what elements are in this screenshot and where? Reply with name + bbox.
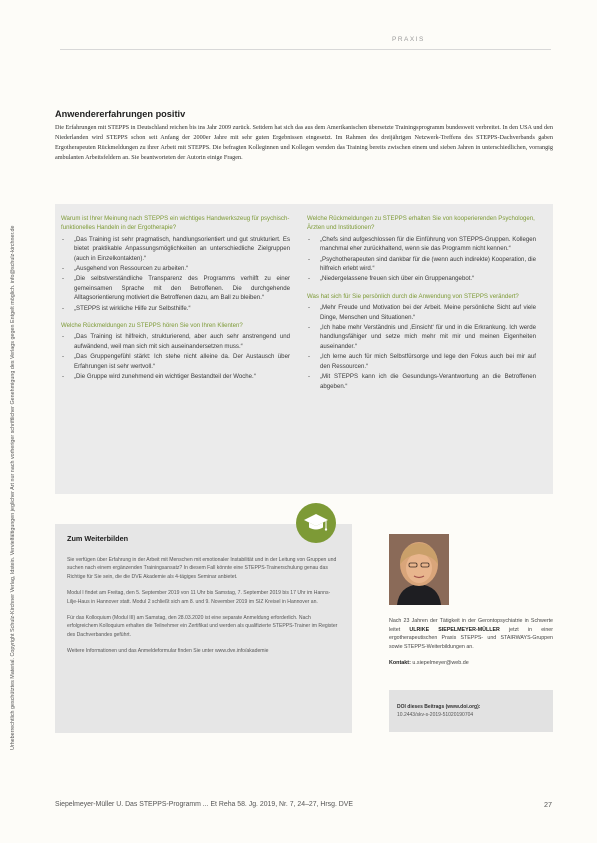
author-contact: Kontakt: u.siepelmeyer@web.de <box>389 660 469 666</box>
doi-box <box>389 690 553 732</box>
doi-value: 10.2443/skv-s-2019-51020190704 <box>397 711 474 718</box>
qa-question: Welche Rückmeldungen zu STEPPS hören Sie von Ihren Klienten? <box>61 322 243 330</box>
citation-footer: Siepelmeyer-Müller U. Das STEPPS-Programm ... Et Reha 58. Jg. 2019, Nr. 7, 24–27, Hrsg. DVE <box>55 801 353 808</box>
doi-label: DOI dieses Beitrags (www.doi.org): <box>397 704 481 710</box>
intro-heading: Anwendererfahrungen positiv <box>55 109 186 119</box>
qa-answer: - „Das Training ist sehr pragmatisch, handlungsorientiert und gut strukturiert. Es bietet praktikable Anpassungsmöglichkeiten an unterschiedliche Zielgruppen (auch in Einzelkontakten).“ <box>62 235 290 262</box>
header-rule <box>60 49 551 50</box>
qa-answer: - „Die Gruppe wird zunehmend ein wichtiger Bestandteil der Woche.“ <box>62 373 256 381</box>
qa-answer: - „Niedergelassene freuen sich über ein Gruppenangebot.“ <box>308 275 475 283</box>
qa-answer: - „STEPPS ist wirkliche Hilfe zur Selbsthilfe.“ <box>62 304 191 312</box>
qa-column-left <box>61 214 290 383</box>
intro-section <box>55 109 553 163</box>
qa-box <box>55 204 553 494</box>
qa-answer: - „Das Gruppengefühl stärkt: Ich stehe nicht alleine da. Der Austausch über Erfahrungen ist sehr wertvoll.“ <box>62 353 290 370</box>
graduation-cap-badge <box>296 503 336 543</box>
qa-answer: - „Psychotherapeuten sind dankbar für die (wenn auch indirekte) Kooperation, die hilfreich erlebt wird.“ <box>308 255 536 273</box>
author-photo <box>389 534 449 605</box>
copyright-side-note: Urheberrechtlich geschütztes Material. Copyright Schulz-Kirchner Verlag, Idstein. Vervielfältigungen jeglicher Art nur nach vorheriger schriftlicher Genehmigung des Verlags gegen Entgelt möglich. info@schulz-kirchner.de <box>10 225 16 750</box>
qa-answer: - „Mehr Freude und Motivation bei der Arbeit. Meine persönliche Sicht auf viele Dinge, Menschen und Situationen.“ <box>308 304 536 321</box>
qa-answer-list <box>307 303 536 391</box>
qa-answer-list <box>61 235 290 313</box>
qa-question: Was hat sich für Sie persönlich durch die Anwendung von STEPPS verändert? <box>307 292 519 300</box>
page-number: 27 <box>544 800 552 809</box>
qa-answer: - „Chefs sind aufgeschlossen für die Einführung von STEPPS-Gruppen. Kollegen manchmal eher zurückhaltend, wenn sie das Programm nicht kennen.“ <box>308 235 536 253</box>
intro-body: Die Erfahrungen mit STEPPS in Deutschland reichen bis ins Jahr 2009 zurück. Seitdem hat sich das aus dem Amerikanischen übersetzte Trainingsprogramm bundesweit verbreitet. In den USA und den Niederlanden wird STEPPS schon seit Anfang der 2000er Jahre mit sehr guten Ergebnissen eingesetzt. Im Rahmen des dreijährigen Netzwerk-Treffens des STEPPS-Dachverbands gaben Ergotherapeuten Rückmeldungen zu ihrer Arbeit mit STEPPS. Die befragten Kolleginnen und Kollegen wenden das Training bereits zwischen einem und sieben Jahren in unterschiedlichen, vorrangig ambulanten Arbeitsfeldern an. Sie beantworteten der Autorin einige Fragen. <box>55 124 553 161</box>
qa-answer-list <box>61 332 290 381</box>
author-portrait-icon <box>389 534 449 605</box>
course-paragraph: Sie verfügen über Erfahrung in der Arbeit mit Menschen mit emotionaler Instabilität und in der Leitung von Gruppen und suchen nach einem ergänzenden Trainingsansatz? In diesem Fall könnte eine STEPPS-Trainerschulung genau das Richtige für Sie sein, die die DVE Akademie als 4-tägiges Seminar anbietet. <box>67 557 337 580</box>
course-link-paragraph[interactable]: Weitere Informationen und das Anmeldeformular finden Sie unter www.dve.info/akademie <box>67 648 269 655</box>
course-title: Zum Weiterbilden <box>67 534 129 543</box>
author-email-link[interactable]: u.siepelmeyer@web.de <box>412 660 469 666</box>
qa-answer-list <box>307 235 536 284</box>
qa-answer: - „Mit STEPPS kann ich die Gesundungs-Verantwortung an die Betroffenen abgeben.“ <box>308 373 536 390</box>
course-box <box>55 524 352 733</box>
course-paragraph: Für das Kolloquium (Modul III) am Samstag, den 28.03.2020 ist eine separate Anmeldung erforderlich. Nach erfolgreichem Kolloquium erhalten die Teilnehmer ein Zertifikat und werden als qualifizierte STEPPS-Trainer im Register des Dachverbandes geführt. <box>67 615 338 638</box>
qa-answer: - „Ich habe mehr Verständnis und ‚Einsicht‘ für und in die Erkrankung. Ich werde handlungsfähiger und setze mich mehr mit mir und meinen Eigenheiten auseinander.“ <box>308 324 536 350</box>
graduation-cap-icon <box>303 512 329 534</box>
author-name: ULRIKE SIEPELMEYER-MÜLLER <box>409 626 500 633</box>
qa-question: Warum ist Ihrer Meinung nach STEPPS ein wichtiges Handwerkszeug für psychisch-funktionelles Handeln in der Ergotherapie? <box>61 215 290 232</box>
qa-question: Welche Rückmeldungen zu STEPPS erhalten Sie von kooperierenden Psychologen, Ärzten und Institutionen? <box>307 215 535 232</box>
qa-answer: - „Ich lerne auch für mich Selbstfürsorge und lege den Fokus auch bei mir auf den Ressourcen.“ <box>308 353 536 370</box>
course-paragraph: Modul I findet am Freitag, den 5. September 2019 von 11 Uhr bis Samstag, 7. September 2019 bis 17 Uhr im Hanns-Lilje-Haus in Hannover statt. Modul 2 schließt sich am 8. und 9. November 2019 im SIZ Kreisel in Hannover an. <box>67 590 331 605</box>
qa-answer: - „Die selbstverständliche Transparenz des Programms verhilft zu einer gemeinsamen Sprache mit den Betroffenen. Die durchgehende Alltagsorientierung motiviert die Betroffenen dazu, am Ball zu bleiben.“ <box>62 275 290 302</box>
author-bio: Nach 23 Jahren der Tätigkeit in der Gerontopsychiatrie in Schwerte leitet ULRIKE SIEPELMEYER-MÜLLER jetzt in einer ergotherapeutischen Praxis STEPPS- und STAIRWAYS-Gruppen sowie STEPPS-Weiterbildungen an. <box>389 618 553 650</box>
qa-column-right <box>307 214 536 392</box>
qa-answer: - „Ausgehend von Ressourcen zu arbeiten.“ <box>62 265 189 273</box>
qa-answer: - „Das Training ist hilfreich, strukturierend, aber auch sehr anstrengend und aufwändend, weil man sich mit sich auseinandersetzen muss.“ <box>62 333 290 350</box>
section-label: PRAXIS <box>392 36 425 43</box>
